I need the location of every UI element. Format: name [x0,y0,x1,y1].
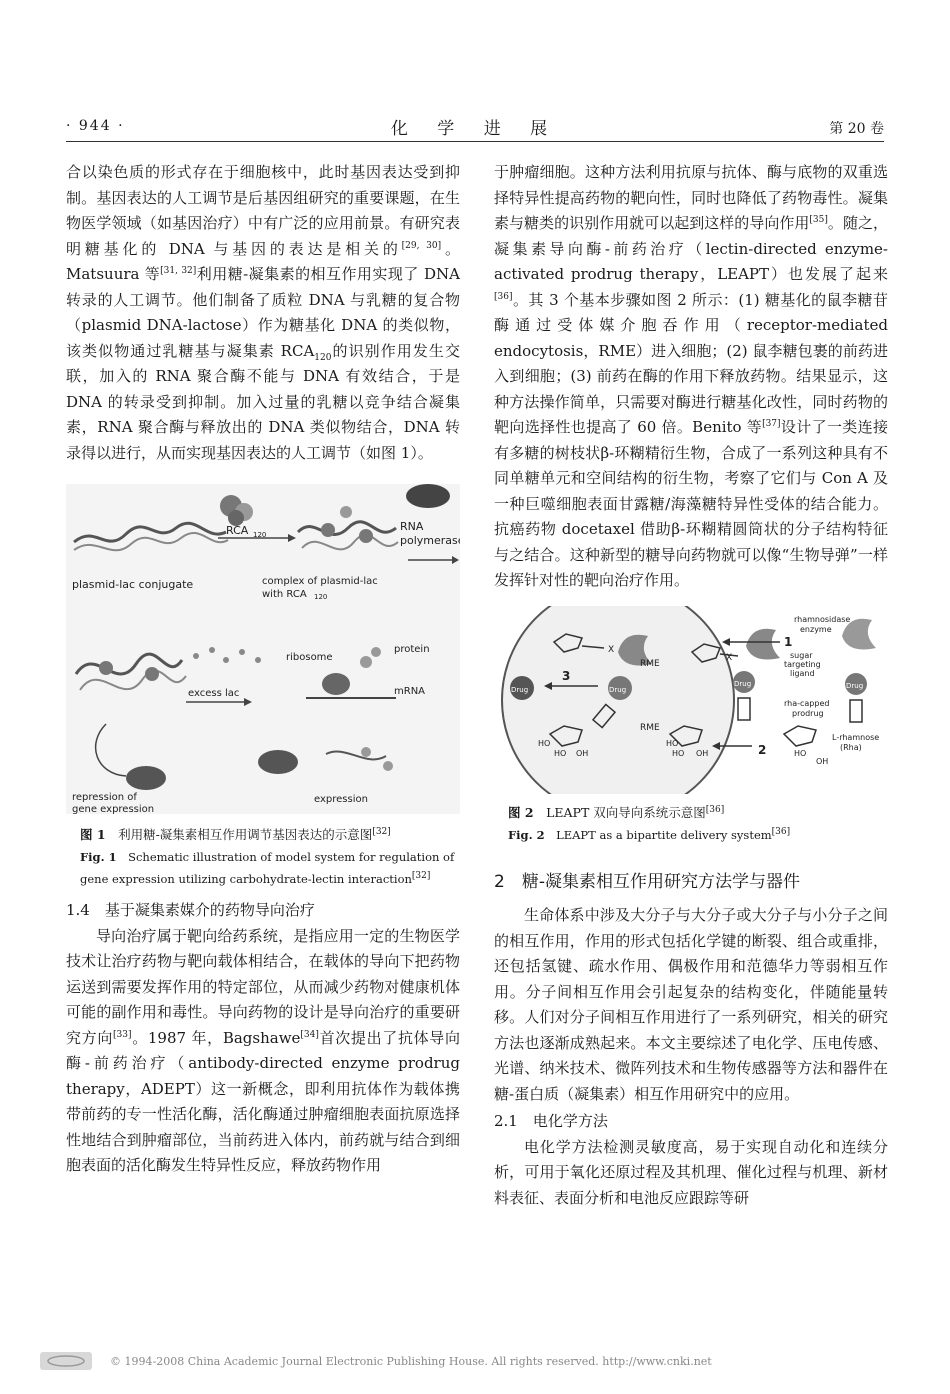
figure-2 [494,606,888,794]
svg-text:3: 3 [562,668,571,683]
svg-text:plasmid-lac conjugate: plasmid-lac conjugate [72,578,194,591]
svg-text:(Rha): (Rha) [840,742,862,752]
left-paragraph-2: 导向治疗属于靶向给药系统，是指应用一定的生物医学技术让治疗药物与靶向载体相结合，在载体的导向下把药物运送到需要发挥作用的特定部位，从而减少药物对健康机体可能的副作用和毒性。导向药物的设计是导向治疗的重要研究方向[33]。1987 年，Bagshawe[34]首次提出了抗体导向酶-前药治疗（antibody-directed enzyme prodrug therapy，ADEPT）这一新概念，即利用抗体作为载体携带前药的专一性活化酶，活化酶通过肿瘤细胞表面抗原选择性地结合到肿瘤部位，当前药进入体内，前药就与结合到细胞表面的活化酶发生特异性反应，释放药物作用 [66,926,460,1174]
figure-1-caption-zh: 图 1 利用糖-凝集素相互作用调节基因表达的示意图[32] [80,826,391,842]
figure-2-diagram [494,606,888,794]
svg-text:gene expression: gene expression [72,804,155,814]
svg-text:Drug: Drug [609,685,627,694]
svg-text:L-rhamnose: L-rhamnose [832,732,880,742]
right-column [494,160,888,1211]
svg-text:HO: HO [666,738,679,748]
svg-text:ribosome: ribosome [286,652,333,663]
section-1-4-heading: 1.4 基于凝集素媒介的药物导向治疗 [66,901,315,919]
figure-1-diagram [66,484,460,814]
svg-text:RME: RME [640,658,660,669]
figure-2-caption-en: Fig. 2 LEAPT as a bipartite delivery system[36] [508,826,791,842]
volume-number: 第 20 卷 [829,121,884,137]
svg-text:HO: HO [672,748,685,758]
svg-text:RCA: RCA [226,524,249,537]
svg-text:repression of: repression of [72,792,137,803]
svg-text:prodrug: prodrug [792,708,824,718]
journal-title: 化 学 进 展 [390,119,560,139]
svg-text:mRNA: mRNA [394,686,426,697]
svg-text:120: 120 [253,531,267,539]
svg-text:protein: protein [394,644,430,655]
svg-text:2: 2 [758,742,767,757]
svg-text:HO: HO [538,738,551,748]
svg-text:1: 1 [784,634,793,649]
svg-text:RME: RME [640,722,660,733]
right-paragraph-2: 生命体系中涉及大分子与大分子或大分子与小分子之间的相互作用，作用的形式包括化学键的断裂、组合或重排，还包括氢键、疏水作用、偶极作用和范德华力等弱相互作用。分子间相互作用会引起复杂的结构变化，伴随能量转移。人们对分子间相互作用进行了一系列研究，相关的研究方法也逐渐成熟起来。本文主要综述了电化学、压电传感、光谱、纳米技术、微阵列技术和生物传感器等方法和器件在糖-蛋白质（凝集素）相互作用研究中的应用。 [494,906,888,1103]
svg-text:rhamnosidase: rhamnosidase [794,614,851,624]
svg-text:polymerase: polymerase [400,534,460,547]
svg-text:OH: OH [696,748,709,758]
figure-1 [66,484,460,814]
svg-text:excess lac: excess lac [188,688,240,699]
svg-text:HO: HO [554,748,567,758]
page-number: · 944 · [66,118,125,134]
figure-2-caption-zh: 图 2 LEAPT 双向导向系统示意图[36] [508,804,725,820]
left-paragraph-1: 合以染色质的形式存在于细胞核中，此时基因表达受到抑制。基因表达的人工调节是后基因组研究的重要课题，在生物医学领域（如基因治疗）中有广泛的应用前景。有研究表明糖基化的 DNA 与基因的表达是相关的[29, 30]。Matsuura 等[31, 32]利用糖-凝集素的相互作用实现了 DNA 转录的人工调节。他们制备了质粒 DNA 与乳糖的复合物（plasmid DNA-lactose）作为糖基化 DNA 的类似物，该类似物通过乳糖基与凝集素 $RCA_{120}$的识别作用发生交联，加入的 RNA 聚合酶不能与 DNA 有效结合，于是 DNA 的转录受到抑制。加入过量的乳糖以竞争结合凝集素，RNA 聚合酶与释放出的 DNA 类似物结合，DNA 转录得以进行，从而实现基因表达的人工调节（如图 1）。 [66,163,461,462]
right-paragraph-3: 电化学方法检测灵敏度高，易于实现自动化和连续分析，可用于氧化还原过程及其机理、催化过程与机理、新材料表征、表面分析和电池反应跟踪等研 [494,1137,888,1207]
svg-text:X: X [608,644,615,655]
svg-text:Drug: Drug [846,681,864,690]
page-header [66,116,884,142]
svg-text:ligand: ligand [790,668,815,678]
svg-text:complex of plasmid-lac: complex of plasmid-lac [262,576,378,587]
cnki-logo-icon [40,1352,92,1370]
left-column [66,160,460,1179]
svg-text:OH: OH [576,748,589,758]
svg-text:Drug: Drug [734,679,752,688]
section-2-heading: 2 糖-凝集素相互作用研究方法学与器件 [494,871,800,892]
svg-text:X: X [726,652,733,663]
svg-text:sugar: sugar [790,650,813,660]
svg-text:OH: OH [816,756,829,766]
svg-text:RNA: RNA [400,520,424,533]
svg-text:rha-capped: rha-capped [784,698,830,708]
figure-1-caption-en: Fig. 1 Schematic illustration of model system for regulation of gene expression utilizing carbohydrate-lectin interaction[32] [80,850,455,886]
svg-text:Drug: Drug [511,685,529,694]
svg-text:targeting: targeting [784,659,821,669]
svg-text:expression: expression [314,794,368,805]
section-2-1-heading: 2.1 电化学方法 [494,1112,608,1130]
svg-text:enzyme: enzyme [800,624,832,634]
svg-text:with RCA: with RCA [262,589,307,600]
svg-text:120: 120 [314,593,328,601]
svg-text:HO: HO [794,748,807,758]
right-paragraph-1: 于肿瘤细胞。这种方法利用抗原与抗体、酶与底物的双重选择特异性提高药物的靶向性，同时也降低了药物毒性。凝集素与糖类的识别作用就可以起到这样的导向作用[35]。随之，凝集素导向酶-前药治疗（lectin-directed enzyme-activated prodrug therapy，LEAPT）也发展了起来[36]。其 3 个基本步骤如图 2 所示：(1) 糖基化的鼠李糖苷酶通过受体媒介胞吞作用（receptor-mediated endocytosis，RME）进入细胞；(2) 鼠李糖包裹的前药进入到细胞；(3) 前药在酶的作用下释放药物。结果显示，这种方法操作简单，只需要对酶进行糖基化改性，同时药物的靶向选择性也提高了 60 倍。Benito 等[37]设计了一类连接有多糖的树枝状β-环糊精衍生物，合成了一系列这种具有不同单糖单元和空间结构的衍生物，考察了它们与 Con A 及一种巨噬细胞表面甘露糖/海藻糖特异性受体的结合能力。抗癌药物 docetaxel 借助β-环糊精圆筒状的分子结构特征与之结合。这种新型的糖导向药物就可以像“生物导弹”一样发挥针对性的靶向治疗作用。 [494,163,888,589]
copyright-notice: © 1994-2008 China Academic Journal Electronic Publishing House. All rights reserved. http://www.cnki.net [110,1355,712,1368]
page-footer [40,1352,920,1374]
